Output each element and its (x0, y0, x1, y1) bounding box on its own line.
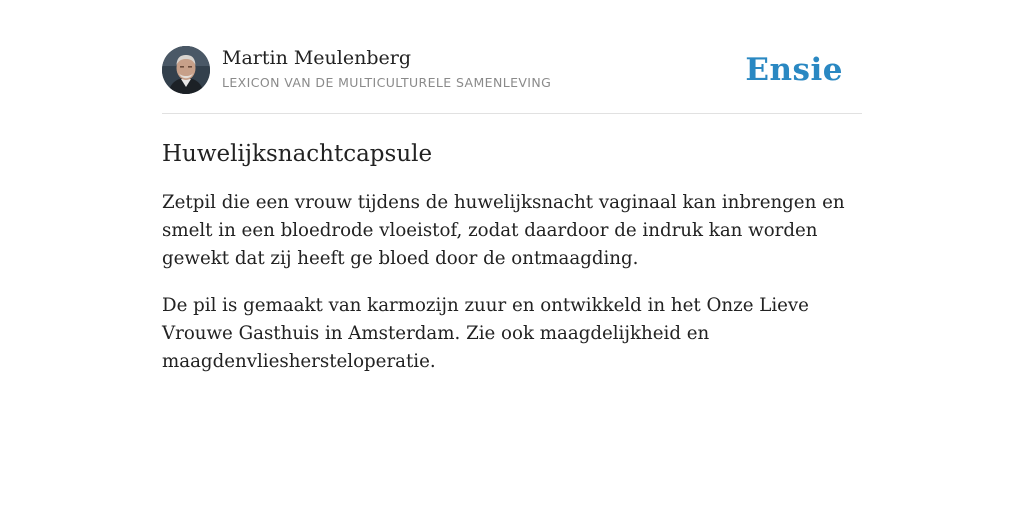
entry-header (162, 46, 862, 114)
entry-paragraph: Zetpil die een vrouw tijdens de huwelijksnacht vaginaal kan inbrengen en smelt in een bloedrode vloeistof, zodat daardoor de indruk kan worden gewekt dat zij heeft ge bloed door de ontmaagding. (162, 192, 845, 269)
source-title[interactable]: LEXICON VAN DE MULTICULTURELE SAMENLEVING (222, 75, 552, 90)
author-photo-icon (162, 46, 210, 94)
author-name[interactable]: Martin Meulenberg (222, 47, 411, 69)
entry-card (162, 46, 862, 376)
avatar[interactable] (162, 46, 210, 94)
entry-title: Huwelijksnachtcapsule (162, 141, 433, 167)
brand-logo[interactable]: Ensie (745, 52, 843, 88)
entry-paragraph: De pil is gemaakt van karmozijn zuur en ontwikkeld in het Onze Lieve Vrouwe Gasthuis in Amsterdam. Zie ook maagdelijkheid en maagdenvlieshersteloperatie. (162, 295, 809, 372)
